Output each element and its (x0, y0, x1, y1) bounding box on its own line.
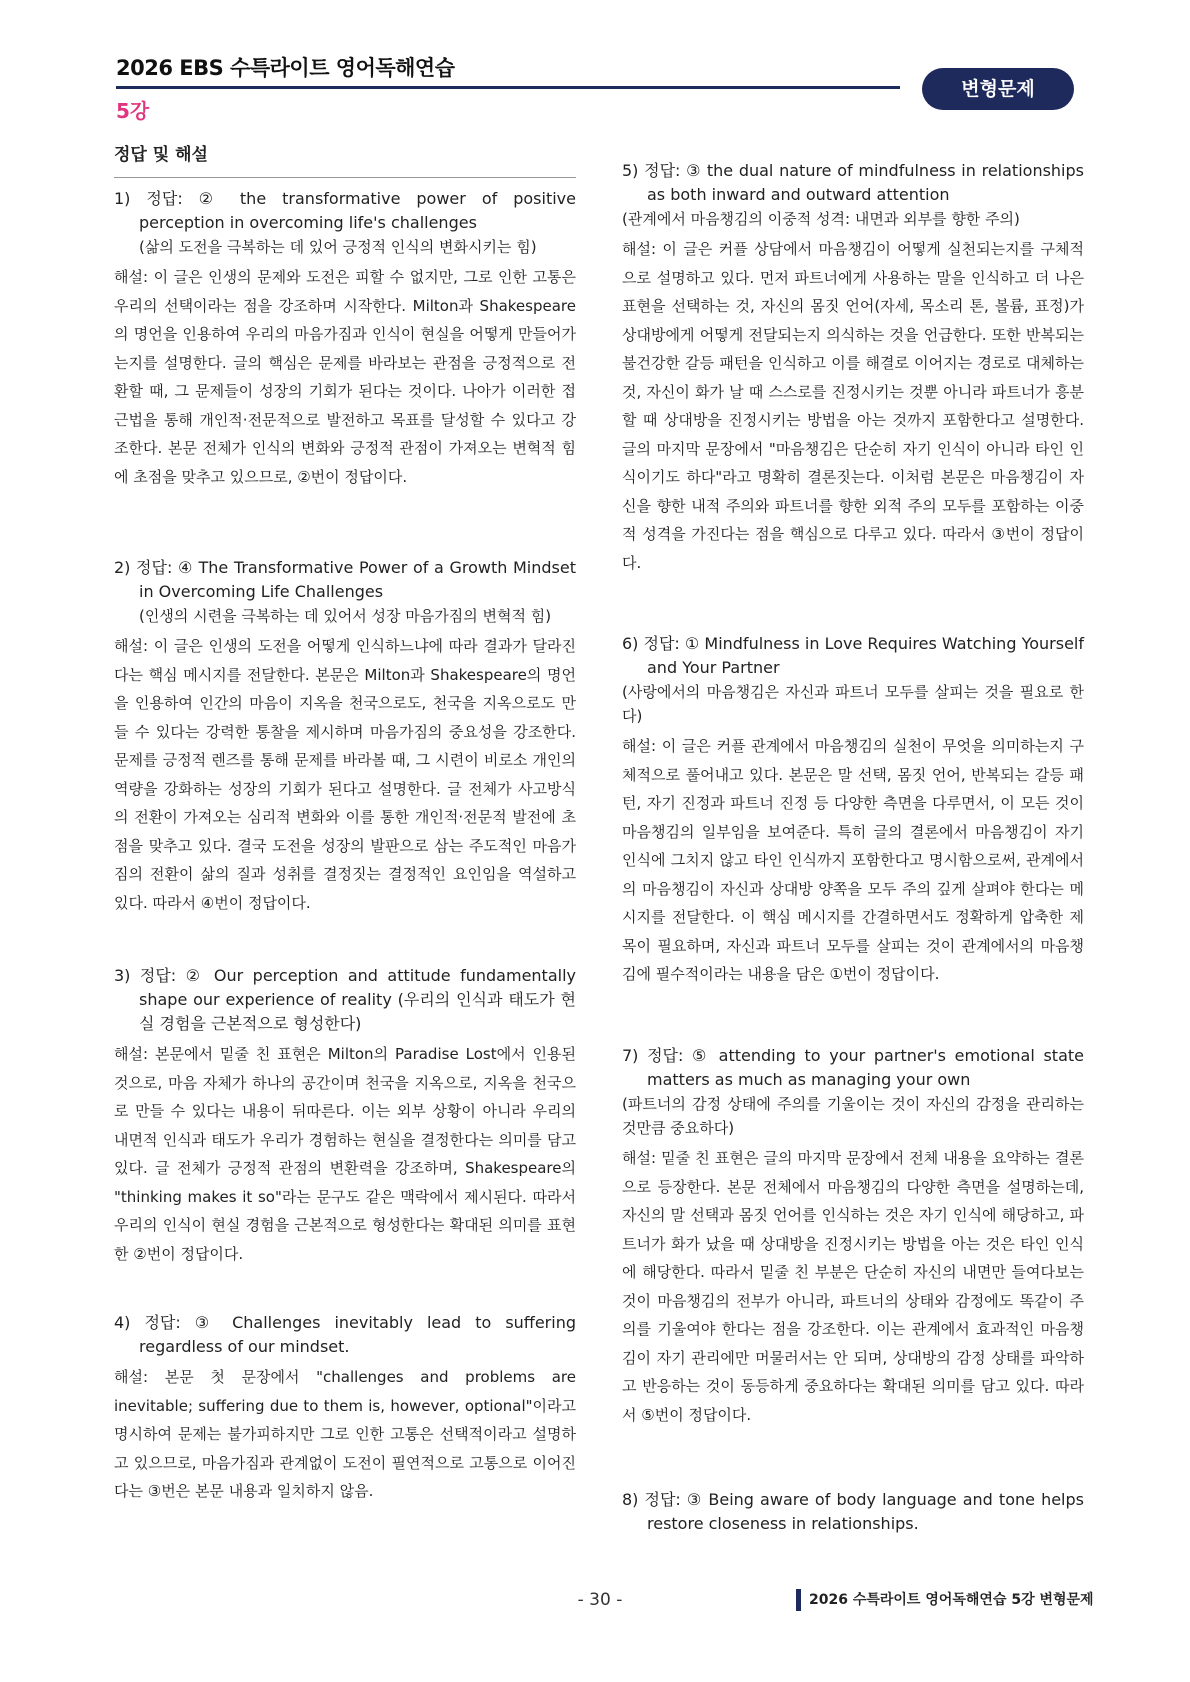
answer-item-3 (114, 964, 576, 1268)
answer-explanation: 해설: 이 글은 인생의 문제와 도전은 피할 수 없지만, 그로 인한 고통은 우리의 선택이라는 점을 강조하며 시작한다. Milton과 Shakespeare의 명언을 인용하여 우리의 마음가짐과 인식이 현실을 어떻게 만들어가는지를 설명한다. 글의 핵심은 문제를 바라보는 관점을 긍정적으로 전환할 때, 그 문제들이 성장의 기회가 된다는 것이다. 나아가 이러한 접근법을 통해 개인적·전문적으로 발전하고 목표를 달성할 수 있다고 강조한다. 본문 전체가 인식의 변화와 긍정적 관점이 가져오는 변혁적 힘에 초점을 맞추고 있으므로, ②번이 정답이다. (114, 268, 576, 486)
section-title: 정답 및 해설 (114, 140, 576, 178)
page-number: - 30 - (577, 1590, 623, 1610)
answer-translation: (삶의 도전을 극복하는 데 있어 긍정적 인식의 변화시키는 힘) (139, 238, 537, 256)
answer-item-7 (622, 1044, 1084, 1429)
footer-title: 2026 수특라이트 영어독해연습 5강 변형문제 (796, 1589, 1094, 1611)
answer-explanation: 해설: 이 글은 커플 상담에서 마음챙김이 어떻게 실천되는지를 구체적으로 설명하고 있다. 먼저 파트너에게 사용하는 말을 인식하고 더 나은 표현을 선택하는 것, 자신의 몸짓 언어(자세, 목소리 톤, 볼륨, 표정)가 상대방에게 어떻게 전달되는지 의식하는 것을 언급한다. 또한 반복되는 불건강한 갈등 패턴을 인식하고 이를 해결로 이어지는 경로로 대체하는 것, 자신이 화가 날 때 스스로를 진정시키는 것뿐 아니라 파트너가 흥분할 때 상대방을 진정시키는 방법을 아는 것까지 포함한다고 설명한다. 글의 마지막 문장에서 "마음챙김은 단순히 자기 인식이 아니라 타인 인식이기도 하다"라고 명확히 결론짓는다. 이처럼 본문은 마음챙김이 자신을 향한 내적 주의와 파트너를 향한 외적 주의 모두를 포함하는 이중적 성격을 가진다는 점을 핵심으로 다루고 있다. 따라서 ③번이 정답이다. (622, 240, 1084, 572)
answer-line: 5) 정답: ③ the dual nature of mindfulness in relationships as both inward and outward attention (622, 161, 1084, 204)
answer-item-1 (114, 187, 576, 491)
answer-explanation: 해설: 본문 첫 문장에서 "challenges and problems are inevitable; suffering due to them is, however, optional"이라고 명시하여 문제는 불가피하지만 그로 인한 고통은 선택적이라고 설명하고 있으므로, 마음가짐과 관계없이 도전이 필연적으로 고통으로 이어진다는 ③번은 본문 내용과 일치하지 않음. (114, 1368, 576, 1500)
answer-line: 2) 정답: ④ The Transformative Power of a Growth Mindset in Overcoming Life Challenges (114, 558, 576, 601)
answer-explanation: 해설: 밑줄 친 표현은 글의 마지막 문장에서 전체 내용을 요약하는 결론으로 등장한다. 본문 전체에서 마음챙김의 다양한 측면을 설명하는데, 자신의 말 선택과 몸짓 언어를 인식하는 것은 자기 인식에 해당하고, 파트너가 화가 났을 때 상대방을 진정시키는 방법을 아는 것은 타인 인식에 해당한다. 따라서 밑줄 친 부분은 단순히 자신의 내면만 들여다보는 것이 마음챙김의 전부가 아니라, 파트너의 상태와 감정에도 똑같이 주의를 기울여야 한다는 점을 강조한다. 이는 관계에서 효과적인 마음챙김이 자기 관리에만 머물러서는 안 되며, 상대방의 감정 상태를 파악하고 반응하는 것이 동등하게 중요하다는 확대된 의미를 담고 있다. 따라서 ⑤번이 정답이다. (622, 1149, 1084, 1424)
answer-item-2 (114, 556, 576, 917)
answer-item-5 (622, 159, 1084, 577)
answer-translation: (사랑에서의 마음챙김은 자신과 파트너 모두를 살피는 것을 필요로 한다) (622, 683, 1084, 725)
answer-line: 8) 정답: ③ Being aware of body language and tone helps restore closeness in relationships. (622, 1490, 1084, 1533)
answer-line: 6) 정답: ① Mindfulness in Love Requires Watching Yourself and Your Partner (622, 634, 1084, 677)
answer-item-6 (622, 632, 1084, 989)
answer-line: 4) 정답: ③ Challenges inevitably lead to suffering regardless of our mindset. (114, 1313, 576, 1356)
header-divider (116, 86, 900, 89)
document-title: 2026 EBS 수특라이트 영어독해연습 (116, 56, 455, 80)
answer-translation: (인생의 시련을 극복하는 데 있어서 성장 마음가짐의 변혁적 힘) (139, 607, 552, 625)
answer-translation: (관계에서 마음챙김의 이중적 성격: 내면과 외부를 향한 주의) (622, 210, 1020, 228)
answer-explanation: 해설: 이 글은 커플 관계에서 마음챙김의 실천이 무엇을 의미하는지 구체적으로 풀어내고 있다. 본문은 말 선택, 몸짓 언어, 반복되는 갈등 패턴, 자기 진정과 파트너 진정 등 다양한 측면을 다루면서, 이 모든 것이 마음챙김의 일부임을 보여준다. 특히 글의 결론에서 마음챙김이 자기 인식에 그치지 않고 타인 인식까지 포함한다고 명시함으로써, 관계에서의 마음챙김이 자신과 상대방 양쪽을 모두 주의 깊게 살펴야 한다는 메시지를 전달한다. 이 핵심 메시지를 간결하면서도 정확하게 압축한 제목이 필요하며, 자신과 파트너 모두를 살피는 것이 관계에서의 마음챙김에 필수적이라는 내용을 담은 ①번이 정답이다. (622, 737, 1084, 983)
answer-line: 7) 정답: ⑤ attending to your partner's emotional state matters as much as managing your own (622, 1046, 1084, 1089)
answer-item-8 (622, 1488, 1084, 1536)
answer-line: 1) 정답: ② the transformative power of positive perception in overcoming life's challenges (114, 189, 576, 232)
answer-explanation: 해설: 본문에서 밑줄 친 표현은 Milton의 Paradise Lost에서 인용된 것으로, 마음 자체가 하나의 공간이며 천국을 지옥으로, 지옥을 천국으로 만들 수 있다는 내용이 뒤따른다. 이는 외부 상황이 아니라 우리의 내면적 인식과 태도가 우리가 경험하는 현실을 결정한다는 의미를 담고 있다. 글 전체가 긍정적 관점의 변환력을 강조하며, Shakespeare의 "thinking makes it so"라는 문구도 같은 맥락에서 제시된다. 따라서 우리의 인식이 현실 경험을 근본적으로 형성한다는 확대된 의미를 표현한 ②번이 정답이다. (114, 1045, 576, 1263)
answer-explanation: 해설: 이 글은 인생의 도전을 어떻게 인식하느냐에 따라 결과가 달라진다는 핵심 메시지를 전달한다. 본문은 Milton과 Shakespeare의 명언을 인용하여 인간의 마음이 지옥을 천국으로도, 천국을 지옥으로도 만들 수 있다는 강력한 통찰을 제시하며 마음가짐의 중요성을 강조한다. 문제를 긍정적 렌즈를 통해 문제를 바라볼 때, 그 시련이 비로소 개인의 역량을 강화하는 성장의 기회가 된다고 설명한다. 글 전체가 사고방식의 전환이 가져오는 심리적 변화와 이를 통한 개인적·전문적 발전에 초점을 맞추고 있다. 결국 도전을 성장의 발판으로 삼는 주도적인 마음가짐의 전환이 삶의 질과 성취를 결정짓는 결정적인 요인임을 역설하고 있다. 따라서 ④번이 정답이다. (114, 637, 576, 912)
answer-line: 3) 정답: ② Our perception and attitude fundamentally shape our experience of reality (우리의 인식과 태도가 현실 경험을 근본적으로 형성한다) (114, 966, 576, 1033)
answer-item-4 (114, 1311, 576, 1506)
category-badge: 변형문제 (922, 68, 1074, 110)
answer-translation: (파트너의 감정 상태에 주의를 기울이는 것이 자신의 감정을 관리하는 것만큼 중요하다) (622, 1095, 1084, 1137)
lesson-label: 5강 (116, 99, 150, 123)
